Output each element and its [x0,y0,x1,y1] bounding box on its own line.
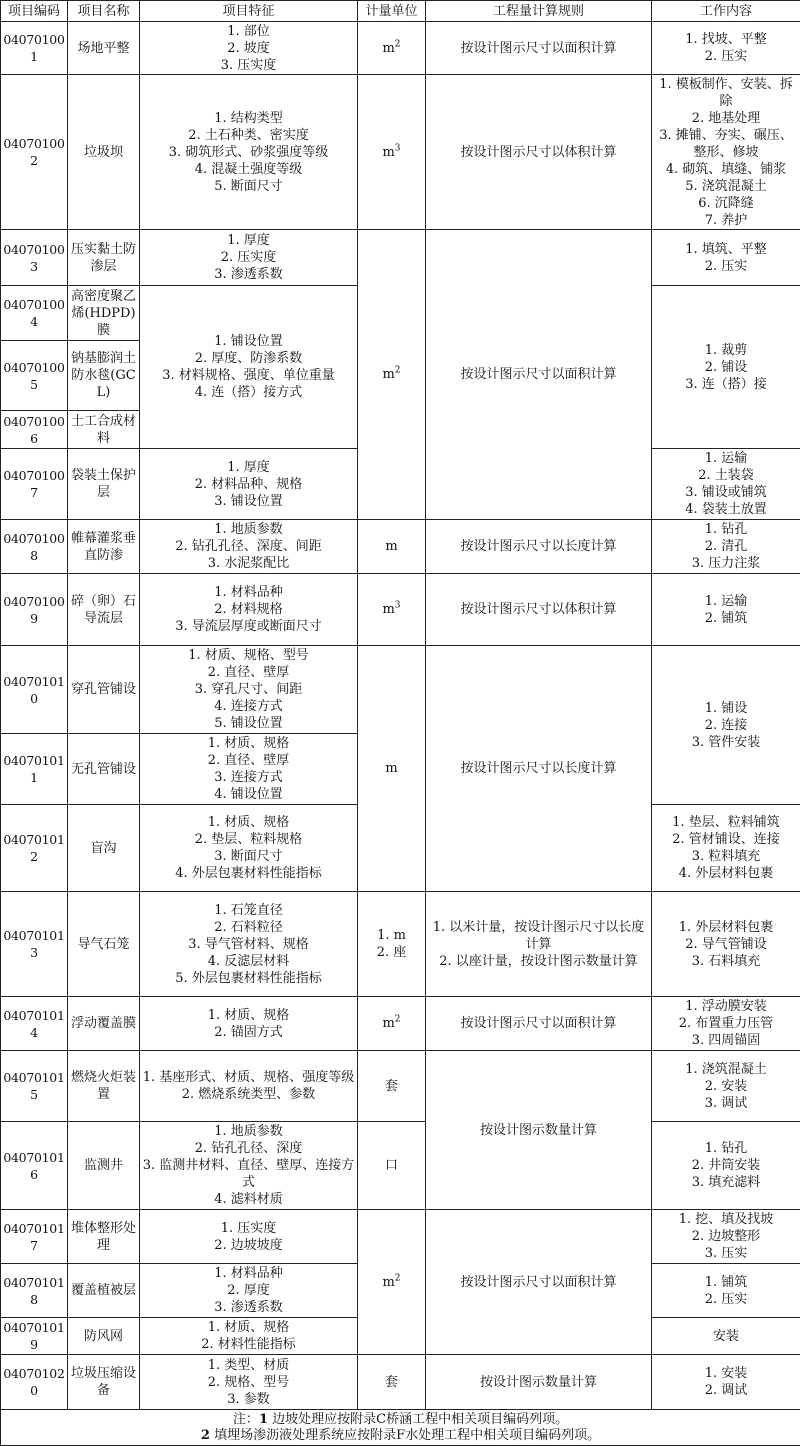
item-name: 高密度聚乙烯(HDPD)膜 [68,286,140,341]
item-code: 040701011 [1,734,68,805]
feature-line: 1. 铺设位置 [214,334,283,349]
feature-line: 2. 厚度、防渗系数 [194,351,303,366]
feature-line: 2. 材料性能指标 [201,1337,296,1352]
item-name: 监测井 [68,1122,140,1210]
item-code: 040701008 [1,520,68,574]
item-name: 防风网 [68,1318,140,1355]
feature-line: 4. 连接方式 [214,699,283,714]
feature-line: 2. 规格、型号 [207,1374,290,1390]
work-line: 2. 土装袋 [698,468,754,483]
feature-line: 1. 材质、规格 [207,815,290,830]
item-rule: 按设计图示数量计算 [426,1355,652,1410]
work-line: 2. 压实 [704,49,748,64]
item-unit: m [358,646,426,892]
item-rule: 按设计图示尺寸以长度计算 [426,646,652,892]
header-work: 工作内容 [652,1,800,22]
item-work [652,892,800,997]
item-work [652,574,800,646]
feature-line: 3. 连接方式 [214,770,283,785]
item-code: 040701001 [1,22,68,75]
feature-line: 3. 渗透系数 [214,267,283,282]
work-line: 6. 沉降缝 [698,195,754,211]
item-features [140,646,358,734]
work-line: 1. 运输 [704,451,748,466]
unit-sup: 3 [394,143,401,154]
unit-sup: 2 [394,365,401,376]
feature-line: 1. 地质参数 [214,1124,283,1139]
item-code: 040701018 [1,1264,68,1318]
table-row [1,22,800,75]
item-features [140,734,358,805]
feature-line: 3. 水泥浆配比 [207,556,290,571]
work-line: 1. 垫层、粒料铺筑 [672,815,780,830]
feature-line: 4. 反滤层材料 [207,953,290,969]
item-rule: 按设计图示尺寸以体积计算 [426,75,652,230]
item-code: 040701012 [1,805,68,892]
feature-line: 3. 砌筑形式、砂浆强度等级 [168,144,329,160]
item-work [652,449,800,520]
item-code: 040701005 [1,341,68,411]
feature-line: 1. 地质参数 [214,522,283,537]
work-line: 2. 井筒安装 [691,1158,761,1173]
item-work [652,646,800,805]
feature-line: 2. 土石种类、密实度 [188,127,309,143]
item-rule: 按设计图示尺寸以面积计算 [426,1210,652,1355]
table-row [1,75,800,230]
item-rule [426,892,652,997]
feature-line: 3. 穿孔尺寸、间距 [194,682,303,697]
feature-line: 2. 材料规格 [214,602,283,617]
work-line: 2. 导气管铺设 [685,936,767,952]
item-work [652,1355,800,1410]
work-line: 1. 模板制作、安装、拆除 [659,76,793,109]
feature-line: 4. 外层包裹材料性能指标 [175,866,322,881]
feature-line: 2. 钻孔孔径、深度、间距 [175,539,322,554]
note-line-1 [2,1412,799,1428]
unit-base: m [382,144,395,160]
feature-line: 2. 燃烧系统类型、参数 [181,1087,316,1102]
item-code: 040701004 [1,286,68,341]
work-line: 2. 铺筑 [704,610,748,626]
work-line: 1. 钻孔 [704,1141,748,1156]
item-features [140,892,358,997]
item-code: 040701020 [1,1355,68,1410]
feature-line: 3. 断面尺寸 [214,849,283,864]
item-features [140,574,358,646]
item-name: 压实黏土防渗层 [68,230,140,286]
feature-line: 5. 外层包裹材料性能指标 [175,970,322,986]
item-rule: 按设计图示尺寸以面积计算 [426,997,652,1051]
work-line: 2. 铺设 [704,359,748,375]
item-code: 040701013 [1,892,68,997]
note-number: 1 [258,1411,268,1427]
item-unit [358,574,426,646]
table-row [1,520,800,574]
feature-line: 1. 厚度 [227,459,270,475]
item-features [140,75,358,230]
item-rule: 按设计图示尺寸以面积计算 [426,230,652,520]
unit-sup: 2 [394,39,401,50]
item-name: 盲沟 [68,805,140,892]
feature-line: 1. 材料品种 [214,1266,283,1281]
item-features [140,286,358,449]
feature-line: 2. 厚度 [227,1283,270,1298]
work-line: 1. 铺设 [704,700,748,716]
header-unit: 计量单位 [358,1,426,22]
feature-line: 1. 结构类型 [214,110,283,126]
item-features [140,22,358,75]
item-work [652,286,800,449]
feature-line: 1. 石笼直径 [214,902,283,918]
work-line: 3. 四周锚固 [691,1033,761,1048]
work-line: 3. 压实 [704,1246,748,1261]
work-line: 1. 裁剪 [704,342,748,358]
item-code: 040701003 [1,230,68,286]
item-name: 浮动覆盖膜 [68,997,140,1051]
table-row [1,997,800,1051]
item-code: 040701014 [1,997,68,1051]
header-row [1,1,800,22]
work-line: 3. 铺设或铺筑 [685,485,767,500]
work-line: 1. 浇筑混凝土 [685,1061,767,1077]
work-line: 2. 清孔 [704,539,748,554]
item-code: 040701015 [1,1051,68,1122]
item-work [652,75,800,230]
item-name: 燃烧火炬装置 [68,1051,140,1122]
item-name: 覆盖植被层 [68,1264,140,1318]
item-name: 垃圾压缩设备 [68,1355,140,1410]
item-name: 导气石笼 [68,892,140,997]
feature-line: 3. 监测井材料、直径、壁厚、连接方式 [142,1158,355,1190]
item-features [140,230,358,286]
work-line: 3. 粒料填充 [691,849,761,864]
note-line-2 [2,1428,799,1444]
table-row [1,1355,800,1410]
item-name: 帷幕灌浆垂直防渗 [68,520,140,574]
item-unit [358,997,426,1051]
note-prefix: 注： [232,1411,259,1427]
item-code: 040701017 [1,1210,68,1264]
unit-sup: 3 [394,600,401,611]
item-unit: 套 [358,1355,426,1410]
item-features [140,1122,358,1210]
table-row [1,646,800,734]
feature-line: 3. 材料规格、强度、单位重量 [162,368,335,383]
unit-line: 2. 座 [376,945,407,960]
item-rule: 按设计图示数量计算 [426,1051,652,1210]
table-note [1,1410,800,1446]
item-unit [358,22,426,75]
work-line: 2. 边坡整形 [691,1229,761,1244]
feature-line: 3. 参数 [227,1391,270,1407]
note-text: 填埋场渗沥液处理系统应按附录F水处理工程中相关项目编码列项。 [209,1427,601,1443]
item-features [140,1051,358,1122]
unit-line: 1. m [377,928,406,943]
table-row [1,1051,800,1122]
note-number: 2 [200,1427,210,1443]
item-features [140,1264,358,1318]
feature-line: 5. 铺设位置 [214,716,283,731]
feature-line: 2. 石料粒径 [214,919,283,935]
feature-line: 1. 基座形式、材质、规格、强度等级 [142,1070,355,1085]
work-line: 4. 袋装土放置 [685,502,767,517]
feature-line: 4. 滤料材质 [214,1192,283,1207]
item-name: 穿孔管铺设 [68,646,140,734]
item-work [652,1210,800,1264]
work-line: 3. 填充滤料 [691,1175,761,1190]
work-line: 4. 砌筑、填缝、铺浆 [665,161,787,177]
unit-base: m [382,1274,395,1290]
item-unit [358,1210,426,1355]
item-work [652,1051,800,1122]
feature-line: 2. 垫层、粒料规格 [194,832,303,847]
feature-line: 1. 材料品种 [214,585,283,600]
work-line: 2. 地基处理 [691,110,761,126]
unit-sup: 2 [394,1273,401,1284]
feature-line: 2. 直径、壁厚 [207,753,290,768]
item-unit [358,892,426,997]
item-unit [358,230,426,520]
feature-line: 3. 导流层厚度或断面尺寸 [175,619,322,634]
feature-line: 4. 混凝土强度等级 [194,161,303,177]
work-line: 1. 安装 [704,1366,748,1381]
item-rule: 按设计图示尺寸以长度计算 [426,520,652,574]
table-row [1,574,800,646]
feature-line: 3. 压实度 [220,57,277,73]
work-line: 1. 运输 [704,593,748,609]
work-line: 2. 调试 [704,1383,748,1398]
feature-line: 2. 压实度 [220,250,277,265]
item-work [652,520,800,574]
work-line: 1. 外层材料包裹 [678,919,774,935]
unit-sup: 2 [394,1014,401,1025]
table-row [1,1210,800,1264]
work-line: 2. 管材铺设、连接 [672,832,780,847]
item-code: 040701007 [1,449,68,520]
item-rule: 按设计图示尺寸以面积计算 [426,22,652,75]
item-name: 碎（卵）石导流层 [68,574,140,646]
unit-base: m [382,40,395,56]
feature-line: 3. 铺设位置 [214,493,283,509]
item-code: 040701006 [1,411,68,449]
feature-line: 1. 材质、规格 [207,1007,290,1023]
work-line: 3. 管件安装 [691,734,761,750]
work-line: 1. 填筑、平整 [685,241,767,257]
work-line: 4. 外层材料包裹 [678,866,774,881]
feature-line: 2. 坡度 [227,40,270,56]
feature-line: 1. 材质、规格、型号 [188,648,309,663]
work-line: 1. 钻孔 [704,522,748,537]
header-features: 项目特征 [140,1,358,22]
feature-line: 2. 材料品种、规格 [194,476,303,492]
work-line: 2. 安装 [704,1078,748,1094]
work-line: 5. 浇筑混凝土 [685,178,767,194]
item-rule: 按设计图示尺寸以体积计算 [426,574,652,646]
item-code: 040701002 [1,75,68,230]
table-row [1,892,800,997]
item-features [140,997,358,1051]
feature-line: 4. 铺设位置 [214,787,283,802]
item-name: 钠基膨润土防水毯(GCL) [68,341,140,411]
note-text: 边坡处理应按附录C桥涵工程中相关项目编码列项。 [267,1411,569,1427]
item-code: 040701010 [1,646,68,734]
item-name: 土工合成材料 [68,411,140,449]
work-line: 2. 压实 [704,258,748,274]
feature-line: 1. 部位 [227,23,270,39]
note-row [1,1410,800,1446]
header-name: 项目名称 [68,1,140,22]
feature-line: 3. 导气管材料、规格 [188,936,309,952]
item-work [652,230,800,286]
item-features [140,449,358,520]
work-line: 7. 养护 [704,212,748,228]
header-rule: 工程量计算规则 [426,1,652,22]
work-line: 1. 找坡、平整 [685,32,767,47]
item-features [140,1318,358,1355]
item-code: 040701016 [1,1122,68,1210]
work-line: 1. 铺筑 [704,1274,748,1290]
item-code: 040701009 [1,574,68,646]
feature-line: 1. 压实度 [220,1220,277,1236]
work-line: 1. 挖、填及找坡 [678,1212,774,1227]
rule-line: 2. 以座计量，按设计图示数量计算 [439,953,638,969]
item-unit: 套 [358,1051,426,1122]
header-code: 项目编码 [1,1,68,22]
work-line: 1. 浮动膜安装 [685,999,767,1014]
item-features [140,520,358,574]
feature-line: 1. 类型、材质 [207,1357,290,1373]
item-work [652,805,800,892]
item-name: 无孔管铺设 [68,734,140,805]
work-line: 2. 压实 [704,1291,748,1307]
item-work [652,22,800,75]
feature-line: 3. 渗透系数 [214,1300,283,1315]
work-line: 3. 压力注浆 [691,556,761,571]
item-work [652,1122,800,1210]
item-features [140,1210,358,1264]
item-name: 场地平整 [68,22,140,75]
work-line: 2. 布置重力压管 [678,1016,774,1031]
work-line: 3. 石料填充 [691,953,761,969]
work-line: 3. 摊铺、夯实、碾压、整形、修坡 [659,127,793,160]
item-features [140,805,358,892]
item-name: 堆体整形处理 [68,1210,140,1264]
feature-line: 2. 锚固方式 [214,1024,283,1040]
item-code: 040701019 [1,1318,68,1355]
item-work: 安装 [652,1318,800,1355]
feature-line: 1. 材质、规格 [207,1320,290,1335]
item-name: 垃圾坝 [68,75,140,230]
feature-line: 1. 厚度 [227,233,270,248]
item-unit [358,75,426,230]
work-line: 3. 调试 [704,1095,748,1111]
work-line: 3. 连（搭）接 [685,376,767,392]
table-row [1,1122,800,1210]
rule-line: 1. 以米计量，按设计图示尺寸以长度计算 [432,919,645,952]
unit-base: m [382,1016,395,1031]
feature-line: 5. 断面尺寸 [214,178,283,194]
feature-line: 2. 直径、壁厚 [207,665,290,680]
work-line: 2. 连接 [704,717,748,733]
unit-base: m [382,367,395,382]
item-unit: m [358,520,426,574]
unit-base: m [382,602,395,617]
feature-line: 1. 材质、规格 [207,736,290,751]
table-row [1,230,800,286]
item-name: 袋装土保护层 [68,449,140,520]
feature-line: 2. 边坡坡度 [214,1237,283,1253]
item-unit: 口 [358,1122,426,1210]
item-work [652,997,800,1051]
item-features [140,1355,358,1410]
feature-line: 4. 连（搭）接方式 [194,385,303,400]
feature-line: 2. 钻孔孔径、深度 [194,1141,303,1156]
item-work [652,1264,800,1318]
